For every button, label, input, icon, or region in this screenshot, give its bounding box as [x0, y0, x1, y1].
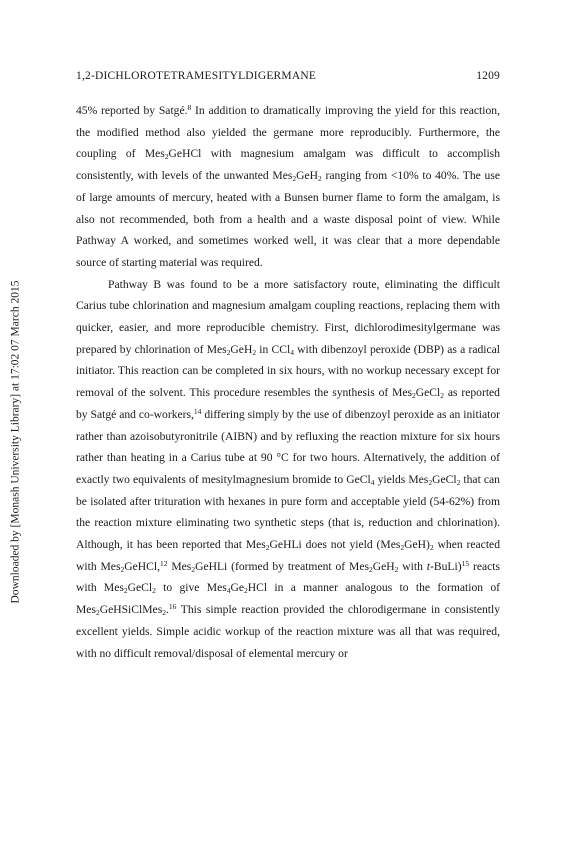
download-watermark — [0, 252, 30, 632]
subscript: 2 — [95, 608, 100, 618]
paragraph-2 — [76, 274, 500, 665]
text-run: GeH — [230, 342, 253, 356]
text-run: GeCl — [415, 386, 441, 400]
subscript: 2 — [123, 586, 128, 596]
text-run: GeHCl, — [124, 559, 160, 573]
text-run: in CCl — [256, 342, 291, 356]
citation-16: 16 — [168, 602, 177, 612]
subscript: 2 — [265, 543, 270, 553]
text-run: Mes — [167, 559, 192, 573]
text-run: GeCl — [432, 472, 457, 486]
citation-12: 12 — [159, 558, 168, 568]
text-run: GeH — [372, 559, 395, 573]
text-run: that can be isolated after trituration with hexanes in pure form and acceptable yield (54-62%) from the reaction mixture eliminating two synthetic steps (that is, reduction and chlorination). Although, it has been reported that Mes — [76, 472, 500, 552]
text-run: -BuLi) — [430, 559, 462, 573]
subscript: 4 — [370, 477, 375, 487]
running-title: 1,2-DICHLOROTETRAMESITYLDIGERMANE — [76, 70, 317, 82]
citation-14: 14 — [193, 406, 202, 416]
italic-tert: t — [426, 559, 431, 573]
subscript: 2 — [226, 347, 231, 357]
text-run: differing simply by the use of dibenzoyl peroxide as an initiator rather than azoisobutyronitrile (AIBN) and by refluxing the reaction mixture for six hours rather than heating in a Carius tube at 90 °C for two hours. Alternatively, the addition of exactly two equivalents of mesitylmagnesium bromide to GeCl — [76, 407, 500, 486]
text-run: GeH — [296, 169, 319, 183]
text-run: GeHSiClMes — [99, 603, 163, 617]
text-run: with dibenzoyl peroxide (DBP) as a radical initiator. This reaction can be completed in six hours, with no workup necessary except for removal of the solvent. This procedure resembles the synthesis of Mes — [76, 342, 500, 400]
text-run: GeHLi does not yield (Mes — [269, 538, 401, 552]
text-run: In addition to dramatically improving the yield for this reaction, the modified method also yielded the germane more reproducibly. Furthermore, the coupling of Mes — [76, 104, 500, 161]
running-header — [76, 70, 500, 82]
text-run: . — [165, 603, 169, 617]
text-run: GeCl — [127, 581, 153, 595]
paragraph-1 — [76, 100, 500, 274]
page-number: 1209 — [476, 70, 500, 82]
text-run: Pathway B was found to be a more satisfactory route, eliminating the difficult Carius tube chlorination and magnesium amalgam coupling reactions, replacing them with quicker, easier, and more reproducible chemistry. First, dichlorodimesitylgermane was prepared by chlorination of Mes — [76, 277, 500, 356]
download-watermark-text: Downloaded by [Monash University Library] at 17:02 07 March 2015 — [9, 280, 21, 604]
subscript: 2 — [456, 477, 461, 487]
subscript: 4 — [226, 586, 231, 596]
text-run: as reported by Satgé and co-workers, — [76, 386, 500, 421]
subscript: 2 — [369, 564, 373, 574]
text-run: yields Mes — [374, 472, 429, 486]
subscript: 2 — [164, 152, 169, 162]
text-run: This simple reaction provided the chlorodigermane in consistently excellent yields. Simple acidic workup of the reaction mixture was all that was required, with no difficult removal/disposal of elemental mercury or — [76, 603, 500, 660]
subscript: 2 — [429, 543, 434, 553]
subscript: 4 — [290, 347, 294, 357]
article-body — [76, 100, 500, 664]
subscript: 2 — [394, 564, 399, 574]
subscript: 2 — [440, 391, 445, 401]
text-run: to give Mes — [155, 581, 227, 595]
text-run: ranging from <10% to 40%. The use of large amounts of mercury, heated with a Bunsen burner flame to form the amalgam, is also not recommended, both from a health and a waste disposal point of view. While Pathway A worked, and sometimes worked well, it was clear that a more dependable source of starting material was required. — [76, 169, 500, 269]
subscript: 2 — [191, 564, 196, 574]
subscript: 2 — [292, 174, 297, 184]
text-run: GeH) — [404, 538, 430, 552]
text-run: with — [398, 559, 427, 573]
subscript: 2 — [252, 347, 257, 357]
text-run: Ge — [230, 581, 245, 595]
subscript: 2 — [428, 477, 433, 487]
subscript: 2 — [400, 543, 405, 553]
text-run: reacts with Mes — [76, 559, 500, 595]
text-run: when reacted with Mes — [76, 538, 500, 573]
text-run: HCl in a manner analogous to the formation of Mes — [76, 581, 501, 617]
subscript: 2 — [162, 608, 166, 618]
subscript: 2 — [120, 564, 125, 574]
citation-8: 8 — [187, 103, 192, 112]
citation-15: 15 — [461, 558, 470, 568]
subscript: 2 — [412, 391, 416, 401]
subscript: 2 — [318, 174, 322, 184]
text-run: GeHCl with magnesium amalgam was difficult to accomplish consistently, with levels of the unwanted Mes — [76, 147, 500, 183]
text-run: GeHLi (formed by treatment of Mes — [195, 559, 369, 573]
subscript: 2 — [244, 586, 248, 596]
text-run: 45% reported by Satgé. — [76, 104, 188, 117]
subscript: 2 — [152, 586, 156, 596]
